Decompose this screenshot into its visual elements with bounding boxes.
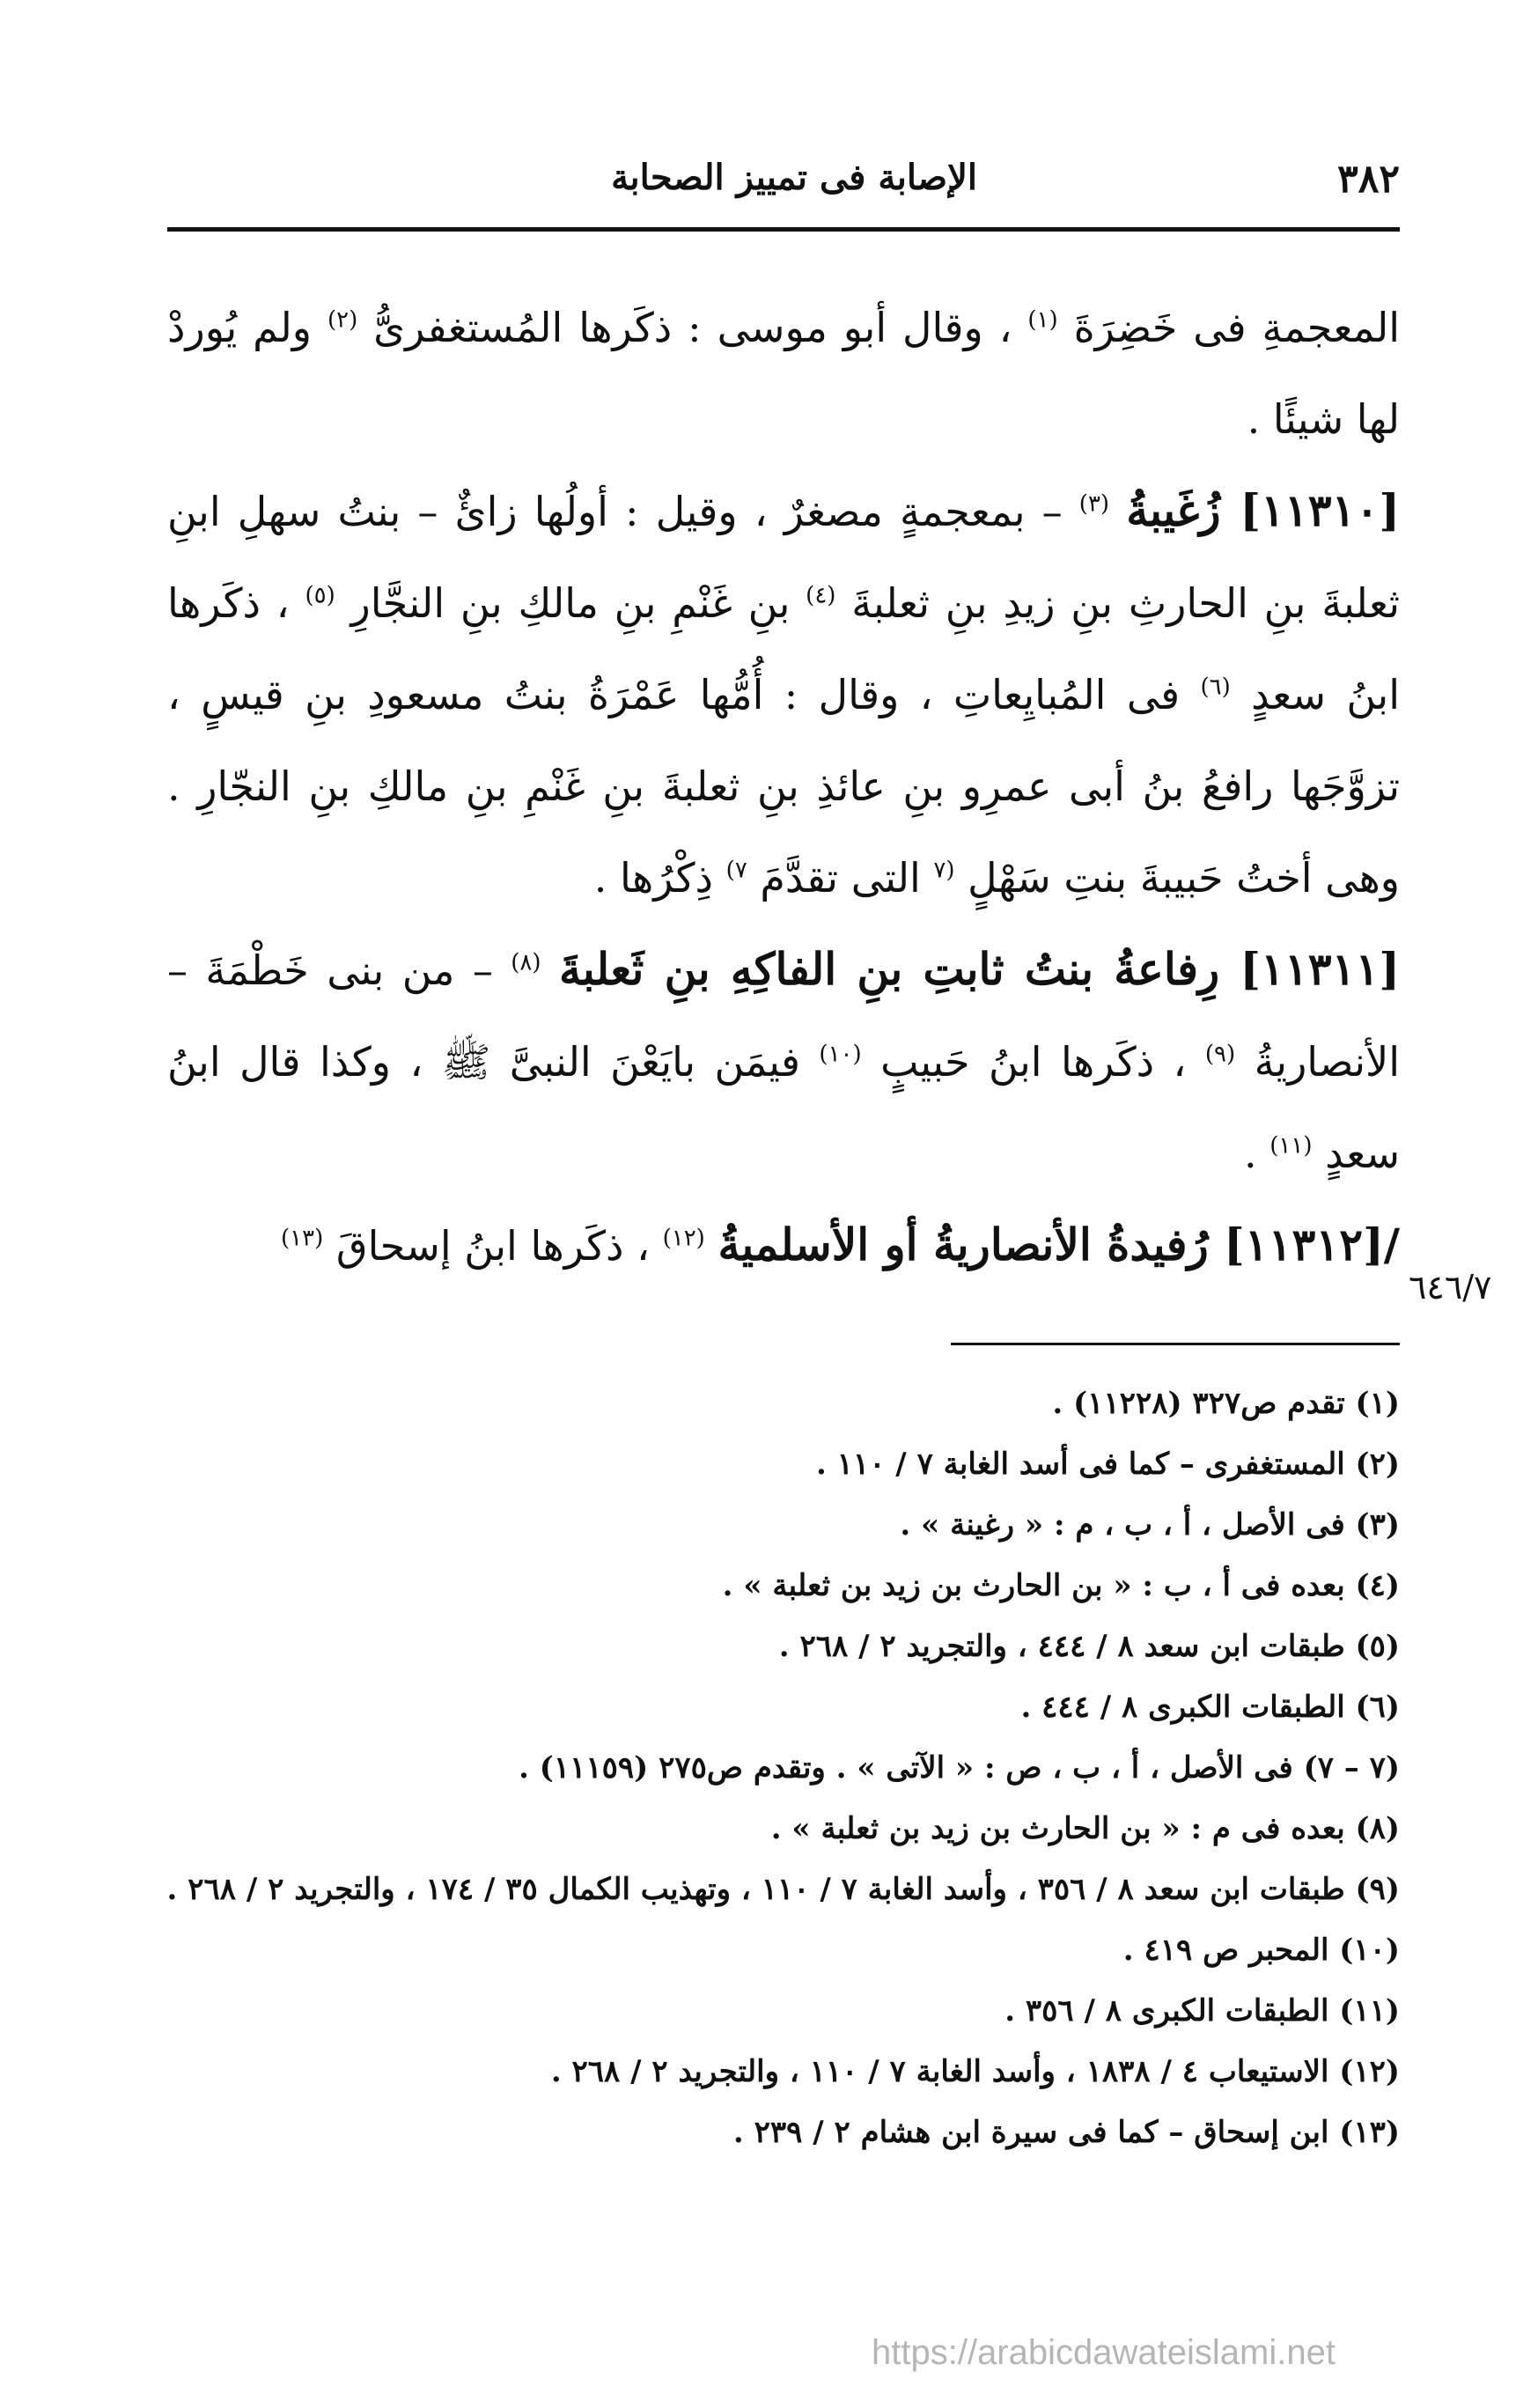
footnote-4: (٤) بعده فى أ ، ب : « بن الحارث بن زيد بن ثعلبة » . bbox=[722, 1568, 1400, 1603]
margin-volume-reference: ٦٤٦/٧ bbox=[1409, 1268, 1492, 1307]
footnote-marker: (٦) bbox=[1200, 674, 1231, 701]
text-segment: فى المُبايِعاتِ ، وقال : أُمُّها عَمْرَةُ بنتُ مسعودِ بنِ قيسٍ ، تزوَّجَها رافعُ بنُ أبى عمرِو بنِ عائذِ بنِ ثعلبةَ بنِ غَنْمِ بنِ مالكِ بنِ النجّارِ . وهى أختُ حَبيبةَ بنتِ سَهْلٍ bbox=[167, 671, 1400, 902]
page-number: ٣٨٢ bbox=[1337, 157, 1400, 202]
footnote-marker: (٧ bbox=[933, 857, 955, 884]
footnote-6: (٦) الطبقات الكبرى ٨ / ٤٤٤ . bbox=[1020, 1690, 1400, 1725]
footnote-marker: ٧) bbox=[725, 857, 747, 884]
text-segment: التى تقدَّمَ bbox=[760, 854, 921, 902]
footnote-13: (١٣) ابن إسحاق – كما فى سيرة ابن هشام ٢ / ٢٣٩ . bbox=[732, 2115, 1400, 2150]
footnote-marker: (١١) bbox=[1269, 1132, 1313, 1160]
text-segment: ، وقال أبو موسى : ذكَرها المُستغفرىُّ bbox=[373, 304, 1012, 351]
text-segment: ذِكْرُها . bbox=[593, 854, 714, 902]
footnote-9: (٩) طبقات ابن سعد ٨ / ٣٥٦ ، وأسد الغابة ٧ / ١١٠ ، وتهذيب الكمال ٣٥ / ١٧٤ ، والتجريد ٢ / ٢٦٨ . bbox=[166, 1872, 1400, 1907]
text-segment: ، ذكَرها ابنُ حَبيبٍ bbox=[880, 1038, 1187, 1086]
footnote-5: (٥) طبقات ابن سعد ٨ / ٤٤٤ ، والتجريد ٢ / ٢٦٨ . bbox=[778, 1629, 1400, 1664]
footnote-10: (١٠) المحبر ص ٤١٩ . bbox=[1122, 1933, 1400, 1968]
text-segment: . bbox=[1243, 1130, 1257, 1177]
footnotes bbox=[167, 1373, 1400, 2163]
footnote-11: (١١) الطبقات الكبرى ٨ / ٣٥٦ . bbox=[1004, 1993, 1400, 2029]
entry-heading: [١١٣١١] رِفاعةُ بنتُ ثابتِ بنِ الفاكِهِ بنِ ثَعلبةَ bbox=[558, 943, 1400, 995]
footnote-marker: (١٢) bbox=[662, 1225, 705, 1252]
footnote-marker: (٤) bbox=[806, 582, 836, 609]
footnote-3: (٣) فى الأصل ، أ ، ب ، م : « رغينة » . bbox=[900, 1507, 1400, 1543]
paragraph-continuation bbox=[167, 282, 1400, 465]
text-segment: ولم يُوردْ لها شيئًا . bbox=[167, 304, 1400, 443]
text-segment: ، ذكَرها ابنُ إسحاقَ bbox=[335, 1222, 650, 1270]
footnote-1: (١) تقدم ص٣٢٧ (١١٢٢٨) . bbox=[1052, 1386, 1400, 1421]
footnote-marker: (١٠) bbox=[819, 1041, 862, 1068]
entry-heading: [١١٣١٠] زُغَيبةُ bbox=[1126, 484, 1401, 536]
footnote-marker: (١٣) bbox=[281, 1225, 324, 1252]
entry-heading: /[١١٣١٢] رُفيدةُ الأنصاريةُ أو الأسلميةُ bbox=[717, 1219, 1400, 1270]
footnote-marker: (٩) bbox=[1204, 1041, 1236, 1068]
watermark-url: https://arabicdawateislami.net bbox=[872, 2333, 1336, 2372]
footnote-separator bbox=[951, 1343, 1400, 1345]
footnote-marker: (٥) bbox=[305, 582, 335, 609]
text-segment: – من بنى خَطْمَةَ – الأنصاريةُ bbox=[167, 946, 1401, 1086]
footnote-8: (٨) بعده فى م : « بن الحارث بن زيد بن ثعلبة » . bbox=[770, 1811, 1400, 1846]
footnote-7: (٧ – ٧) فى الأصل ، أ ، ب ، ص : « الآتى » . وتقدم ص٢٧٥ (١١١٥٩) . bbox=[519, 1750, 1400, 1786]
text-segment: ، ذكَرها ابنُ سعدٍ bbox=[167, 579, 1400, 718]
footnote-marker: (٢) bbox=[327, 306, 358, 334]
entry-11310 bbox=[167, 465, 1400, 924]
text-segment: – بمعجمةٍ مصغرٌ ، وقيل : أولُها زائٌ – بنتُ سهلِ ابنِ ثعلبةَ بنِ الحارثِ بنِ زيدِ بنِ ثعلبةَ bbox=[167, 488, 1401, 627]
text-segment: المعجمةِ فى خَضِرَةَ bbox=[1073, 304, 1401, 351]
entry-11312 bbox=[167, 1199, 1400, 1292]
footnote-marker: (٣) bbox=[1078, 490, 1110, 518]
header-rule bbox=[167, 227, 1400, 232]
text-segment: فيمَن بايَعْنَ النبىَّ ﷺ ، وكذا قال ابنُ سعدٍ bbox=[167, 1038, 1400, 1177]
entry-11311 bbox=[167, 924, 1400, 1199]
footnote-12: (١٢) الاستيعاب ٤ / ١٨٣٨ ، وأسد الغابة ٧ / ١١٠ ، والتجريد ٢ / ٢٦٨ . bbox=[550, 2054, 1400, 2089]
running-title: الإصابة فى تمييز الصحابة bbox=[611, 157, 977, 198]
footnote-2: (٢) المستغفرى – كما فى أسد الغابة ٧ / ١١٠ . bbox=[815, 1447, 1400, 1482]
body-text bbox=[167, 282, 1400, 1292]
footnote-marker: (١) bbox=[1027, 306, 1058, 334]
text-segment: بنِ غَنْمِ بنِ مالكِ بنِ النجَّارِ bbox=[350, 579, 791, 627]
page-header bbox=[167, 150, 1400, 220]
footnote-marker: (٨) bbox=[511, 949, 541, 976]
